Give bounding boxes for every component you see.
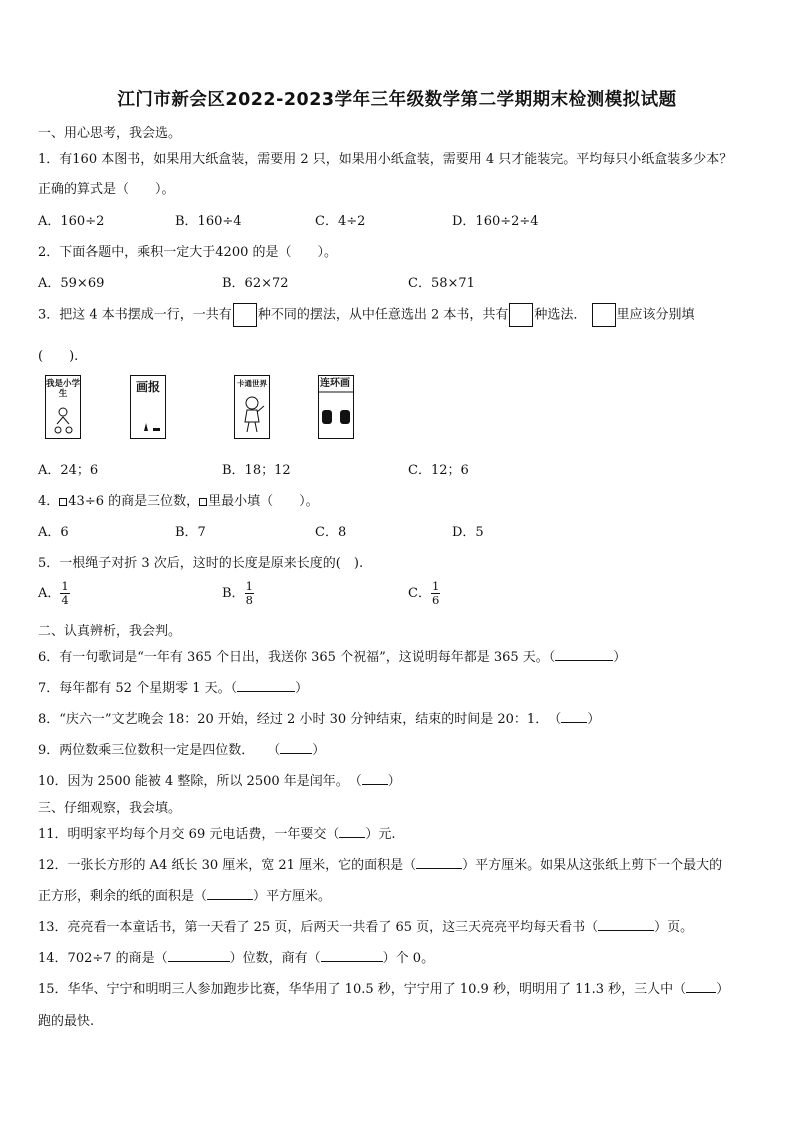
q4-blank-square-2 (199, 498, 207, 506)
q14-answer-blank-1[interactable] (168, 949, 230, 962)
q5-option-b-label: B． (222, 586, 245, 601)
book-title-3: 卡通世界 (237, 379, 267, 388)
student-illustration (46, 376, 80, 438)
q12-answer-blank-1[interactable] (416, 856, 462, 869)
fraction-denominator: 4 (61, 593, 69, 607)
q2-option-a[interactable]: A．59×69 (38, 276, 105, 291)
section-heading-3: 三、仔细观察，我会填。 (38, 801, 182, 816)
q4-option-b[interactable]: B．7 (175, 525, 206, 540)
q4-text-part3: 里最小填（ ）。 (208, 494, 319, 509)
book-title-2: 画报 (135, 380, 160, 394)
q15-text-2: 跑的最快. (38, 1014, 95, 1029)
q2-option-b[interactable]: B．62×72 (222, 276, 289, 291)
q5-option-c-fraction (431, 580, 440, 607)
q3-answer-box-1[interactable] (233, 303, 257, 327)
q6-text-body: 6．有一句歌词是“一年有 365 个日出，我送你 365 个祝福”，这说明每年都是 365 天。（ (38, 650, 556, 665)
q14-text-part3: ）个 0。 (382, 951, 435, 966)
book-title-1: 我是小学生 (46, 379, 81, 399)
q14-text (38, 947, 434, 966)
q3-text-part1: 3．把这 4 本书摆成一行，一共有 (38, 307, 232, 323)
fraction-denominator: 8 (245, 593, 253, 607)
q2-text: 2．下面各题中，乘积一定大于4200 的是（ ）。 (38, 245, 337, 260)
q7-answer-blank[interactable] (237, 679, 295, 692)
page-title: 江门市新会区2022-2023学年三年级数学第二学期期末检测模拟试题 (117, 90, 677, 110)
q10-text-body: 10．因为 2500 能被 4 整除，所以 2500 年是闰年。 （ (38, 774, 362, 789)
q14-answer-blank-2[interactable] (321, 949, 383, 962)
q5-option-a[interactable] (38, 580, 70, 607)
q14-text-part2: ）位数，商有（ (229, 951, 321, 966)
fraction-numerator: 1 (431, 579, 440, 593)
q15-text-part1: 15．华华、宁宁和明明三人参加跑步比赛，华华用了 10.5 秒，宁宁用了 10.9 秒，明明用了 11.3 秒，三人中（ (38, 982, 687, 997)
q3-text (38, 303, 695, 327)
q1-option-d[interactable]: D．160÷2÷4 (452, 214, 539, 229)
q3-text-part3: 种选法． (534, 307, 587, 323)
q12-text-part4: ）平方厘米。 (253, 889, 332, 904)
q3-text-2: ( ). (38, 349, 79, 364)
q12-answer-blank-2[interactable] (207, 887, 253, 900)
q8-answer-blank[interactable] (561, 710, 587, 723)
q3-option-b[interactable]: B．18；12 (222, 463, 291, 478)
q11-answer-blank[interactable] (339, 825, 365, 838)
q5-option-b-fraction (245, 580, 254, 607)
panda-illustration (319, 376, 353, 438)
q10-text (38, 770, 401, 789)
q4-option-a[interactable]: A．6 (38, 525, 69, 540)
q5-option-a-label: A． (38, 586, 61, 601)
q9-text-body: 9．两位数乘三位数积一定是四位数． （ (38, 743, 281, 758)
q7-text (38, 677, 308, 696)
q5-option-c-label: C． (408, 586, 431, 601)
q3-option-a[interactable]: A．24；6 (38, 463, 99, 478)
q13-answer-blank[interactable] (598, 918, 654, 931)
book-image-4 (318, 375, 354, 439)
q7-text-end: ） (295, 681, 309, 696)
q4-option-c[interactable]: C．8 (315, 525, 347, 540)
q8-text-end: ） (587, 712, 601, 727)
q6-text (38, 646, 626, 665)
q4-text-part2: 43÷6 的商是三位数， (68, 494, 200, 509)
q15-text-part2: ） (716, 982, 730, 997)
q3-answer-box-2[interactable] (509, 303, 533, 327)
q8-text-body: 8．“庆六一”文艺晚会 18：20 开始，经过 2 小时 30 分钟结束，结束的时间是 20：1． （ (38, 712, 562, 727)
q12-text-part1: 12．一张长方形的 A4 纸长 30 厘米，宽 21 厘米，它的面积是（ (38, 858, 417, 873)
q5-option-c[interactable] (408, 580, 440, 607)
q14-text-part1: 14．702÷7 的商是（ (38, 951, 168, 966)
q12-text-part3: 正方形，剩余的纸的面积是（ (38, 889, 208, 904)
q4-option-d[interactable]: D．5 (452, 525, 484, 540)
q11-text-part1: 11．明明家平均每个月交 69 元电话费，一年要交（ (38, 827, 340, 842)
q12-text (38, 854, 722, 873)
q8-text (38, 708, 600, 727)
q5-option-b[interactable] (222, 580, 254, 607)
q2-option-c[interactable]: C．58×71 (408, 276, 475, 291)
q1-option-a[interactable]: A．160÷2 (38, 214, 105, 229)
q12-text-part2: ）平方厘米。如果从这张纸上剪下一个最大的 (462, 858, 723, 873)
newspaper-illustration (131, 376, 165, 438)
q5-option-a-fraction (60, 580, 69, 607)
q15-answer-blank[interactable] (686, 980, 716, 993)
q3-option-c[interactable]: C．12；6 (408, 463, 469, 478)
q3-text-part2: 种不同的摆法，从中任意选出 2 本书，共有 (257, 307, 509, 323)
q7-text-body: 7．每年都有 52 个星期零 1 天。（ (38, 681, 238, 696)
q6-text-end: ） (613, 650, 627, 665)
book-image-2 (130, 375, 166, 439)
book-image-3 (234, 375, 270, 439)
q13-text (38, 916, 693, 935)
section-heading-1: 一、用心思考，我会选。 (38, 126, 182, 141)
q9-text (38, 739, 325, 758)
q10-answer-blank[interactable] (362, 772, 388, 785)
book-title-4: 连环画 (320, 378, 350, 389)
cartoon-girl-illustration (235, 376, 269, 438)
fraction-numerator: 1 (245, 579, 253, 593)
q6-answer-blank[interactable] (555, 648, 613, 661)
q15-text (38, 978, 729, 997)
q13-text-part2: ）页。 (654, 920, 694, 935)
q11-text-part2: ）元. (365, 827, 396, 842)
q11-text (38, 823, 396, 842)
book-image-1 (45, 375, 81, 439)
q4-text (38, 490, 319, 509)
q1-option-b[interactable]: B．160÷4 (175, 214, 242, 229)
q5-text: 5．一根绳子对折 3 次后，这时的长度是原来长度的( ). (38, 556, 364, 571)
q12-text-2 (38, 885, 331, 904)
q1-option-c[interactable]: C．4÷2 (315, 214, 366, 229)
fraction-numerator: 1 (61, 579, 69, 593)
q1-text-2: 正确的算式是（ ）。 (38, 182, 175, 197)
q4-blank-square-1 (59, 498, 67, 506)
fraction-denominator: 6 (431, 593, 440, 607)
q3-text-part4: 里应该分别填 (616, 307, 695, 323)
section-heading-2: 二、认真辨析，我会判。 (38, 624, 182, 639)
q3-answer-box-3[interactable] (592, 303, 616, 327)
q13-text-part1: 13．亮亮看一本童话书，第一天看了 25 页，后两天一共看了 65 页，这三天亮亮平均每天看书（ (38, 920, 599, 935)
q9-text-end: ） (312, 743, 326, 758)
q10-text-end: ） (387, 774, 401, 789)
q9-answer-blank[interactable] (280, 741, 312, 754)
q1-text: 1．有160 本图书，如果用大纸盒装，需要用 2 只，如果用小纸盒装，需要用 4 只才能装完。平均每只小纸盒装多少本？ (38, 152, 733, 167)
q4-text-part1: 4． (38, 494, 60, 509)
